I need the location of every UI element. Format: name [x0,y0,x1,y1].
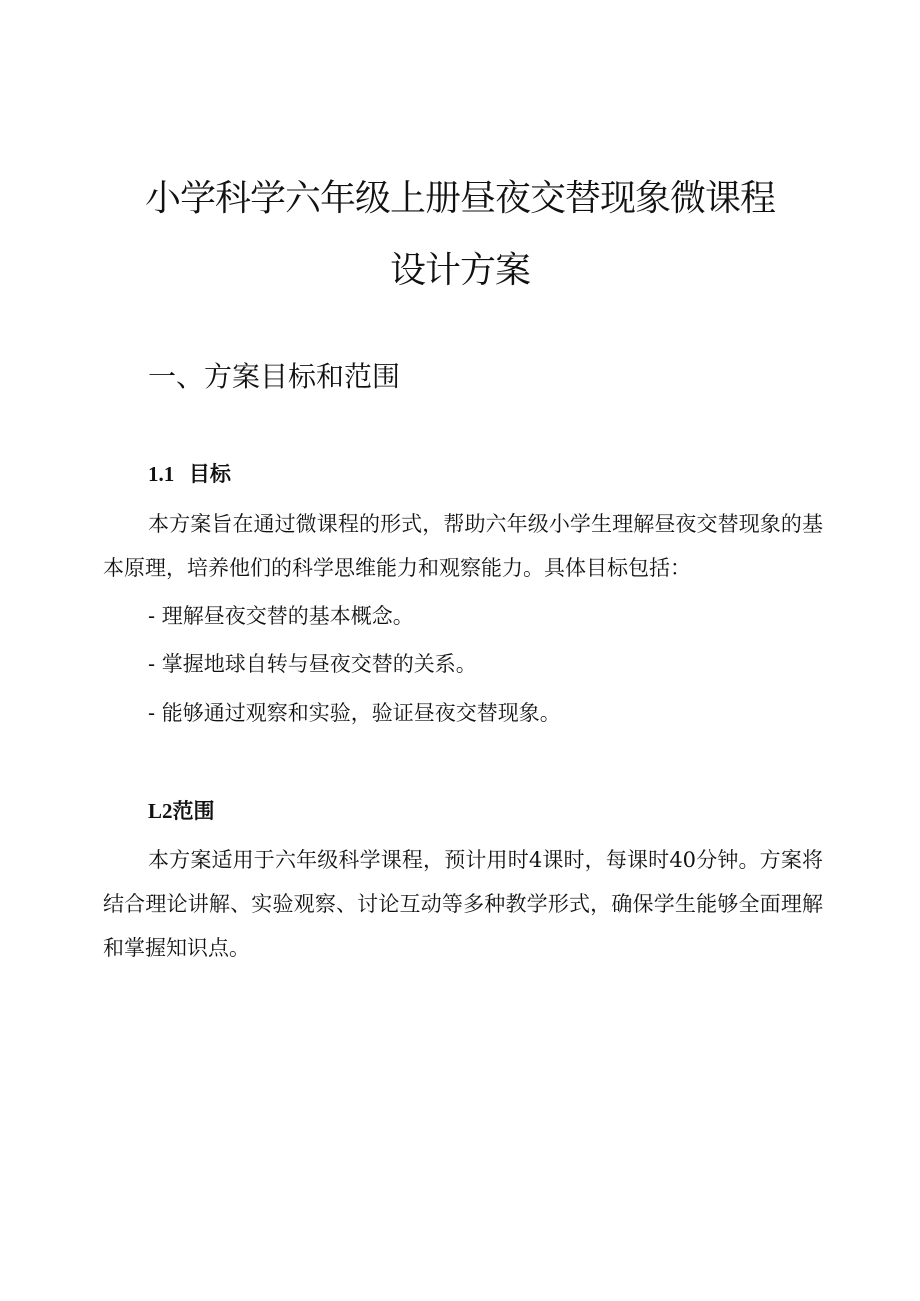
subheading-goals-label: 目标 [188,462,231,486]
subheading-scope-label: 范围 [172,799,215,823]
subheading-goals [148,458,231,488]
goal-bullet-3: - 能够通过观察和实验，验证昼夜交替现象。 [148,701,561,725]
subheading-goals-number: 1.1 [148,462,175,486]
goal-bullet-2: - 掌握地球自转与昼夜交替的关系。 [148,652,477,676]
scope-paragraph: 本方案适用于六年级科学课程，预计用时4课时，每课时40分钟。方案将结合理论讲解、实验观察、讨论互动等多种教学形式，确保学生能够全面理解和掌握知识点。 [103,848,823,960]
subheading-scope [148,795,215,825]
goals-paragraph: 本方案旨在通过微课程的形式，帮助六年级小学生理解昼夜交替现象的基本原理，培养他们的科学思维能力和观察能力。具体目标包括： [103,512,823,580]
section-heading-goals-scope: 一、方案目标和范围 [148,360,401,393]
subheading-scope-number: L2 [148,799,173,823]
goal-bullet-1: - 理解昼夜交替的基本概念。 [148,604,414,628]
document-title-line-1: 小学科学六年级上册昼夜交替现象微课程 [144,178,775,219]
document-title-line-2: 设计方案 [389,250,530,291]
